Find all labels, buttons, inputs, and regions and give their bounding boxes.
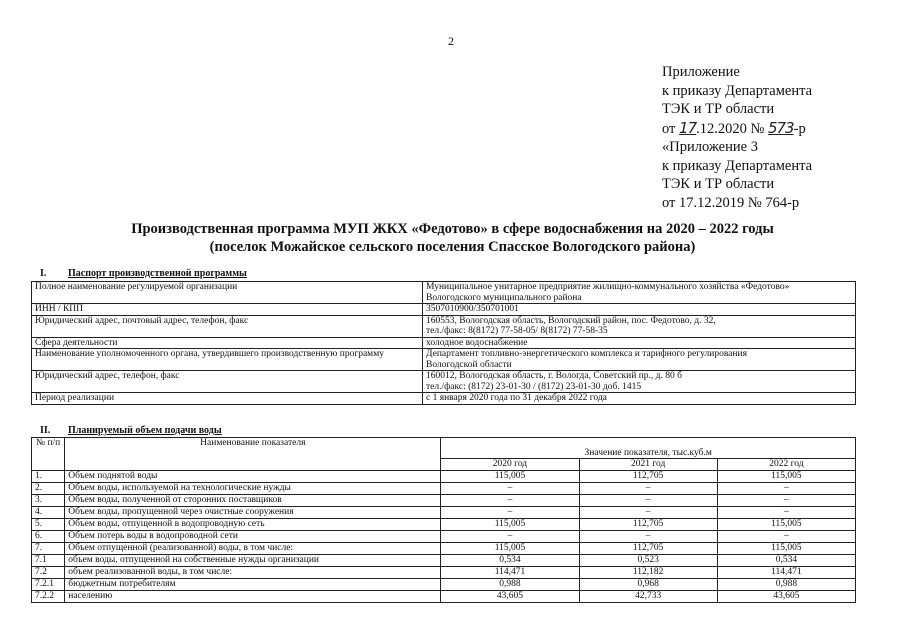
col-header-year: 2021 год <box>579 459 717 471</box>
passport-table <box>31 281 856 405</box>
passport-value <box>423 349 856 371</box>
handwritten-order-number: 573 <box>767 118 794 137</box>
row-value: 0,523 <box>579 554 717 566</box>
row-value: 115,005 <box>717 518 855 530</box>
appendix-block <box>662 63 812 212</box>
row-number: 7.2 <box>32 566 65 578</box>
row-value: 43,605 <box>717 590 855 602</box>
row-indicator-name: Объем потерь воды в водопроводной сети <box>65 530 441 542</box>
passport-key: Юридический адрес, телефон, факс <box>32 371 423 393</box>
row-value: 112,182 <box>579 566 717 578</box>
row-value: 42,733 <box>579 590 717 602</box>
row-value: 112,705 <box>579 470 717 482</box>
page-number: 2 <box>448 34 454 48</box>
section-2-number: II. <box>40 425 51 436</box>
row-value: 115,005 <box>441 470 579 482</box>
passport-value-line: 160553, Вологодская область, Вологодский район, пос. Федотово, д. 32, <box>426 315 716 326</box>
table-row <box>32 470 856 482</box>
passport-value-line: 160012, Вологодская область, г. Вологда, Советский пр., д. 80 б <box>426 371 682 381</box>
passport-value-line: Департамент топливно-энергетического комплекса и тарифного регулирования <box>426 349 747 359</box>
table-row <box>32 590 856 602</box>
row-value: 114,471 <box>717 566 855 578</box>
row-value: – <box>579 530 717 542</box>
row-indicator-name: Объем отпущенной (реализованной) воды, в том числе: <box>65 542 441 554</box>
row-indicator-name: объем реализованной воды, в том числе: <box>65 566 441 578</box>
passport-value <box>423 393 856 405</box>
row-value: – <box>579 482 717 494</box>
passport-key: Юридический адрес, почтовый адрес, телефон, факс <box>32 315 423 337</box>
table-row <box>32 494 856 506</box>
row-number: 1. <box>32 470 65 482</box>
passport-value-line: Вологодской области <box>426 359 512 370</box>
passport-key: Период реализации <box>32 393 423 405</box>
table-row <box>32 578 856 590</box>
row-value: – <box>717 530 855 542</box>
row-indicator-name: Объем воды, отпущенной в водопроводную сеть <box>65 518 441 530</box>
row-value: – <box>717 494 855 506</box>
table-row <box>32 337 856 349</box>
row-indicator-name: Объем поднятой воды <box>65 470 441 482</box>
col-header-year: 2020 год <box>441 459 579 471</box>
appendix-date-prefix: от <box>662 120 680 137</box>
passport-key: Полное наименование регулируемой организации <box>32 282 423 304</box>
title-line-1: Производственная программа МУП ЖКХ «Федотово» в сфере водоснабжения на 2020 – 2022 годы <box>131 221 774 237</box>
col-header-year: 2022 год <box>717 459 855 471</box>
appendix-line: «Приложение 3 <box>662 139 758 155</box>
appendix-line: от 17.12.2019 № 764-р <box>662 194 800 211</box>
row-value: – <box>579 494 717 506</box>
row-number: 7.2.2 <box>32 590 65 602</box>
passport-value-line: холодное водоснабжение <box>426 337 528 348</box>
table-row <box>32 482 856 494</box>
title-line-2: (поселок Можайское сельского поселения Спасское Вологодского района) <box>209 239 696 255</box>
table-row <box>32 282 856 304</box>
row-value: 0,534 <box>441 554 579 566</box>
passport-value-line: Вологодского муниципального района <box>426 292 582 303</box>
table-row <box>32 506 856 518</box>
col-header-number: № п/п <box>32 438 65 471</box>
row-value: – <box>441 506 579 518</box>
table-row <box>32 518 856 530</box>
passport-key: Сфера деятельности <box>32 337 423 349</box>
table-row <box>32 554 856 566</box>
passport-key: Наименование уполномоченного органа, утвердившего производственную программу <box>32 349 423 371</box>
row-value: 0,988 <box>717 578 855 590</box>
appendix-date-suffix: -р <box>793 120 806 137</box>
passport-value-line: тел./факс: 8(8172) 77-58-05/ 8(8172) 77-58-35 <box>426 326 608 336</box>
appendix-line: ТЭК и ТР области <box>662 101 775 117</box>
table-row <box>32 315 856 337</box>
table-row <box>32 304 856 316</box>
row-number: 4. <box>32 506 65 518</box>
passport-value <box>423 304 856 316</box>
handwritten-day: 17 <box>679 118 697 137</box>
row-value: 114,471 <box>441 566 579 578</box>
section-1-number: I. <box>40 268 47 279</box>
appendix-line-date <box>662 119 812 139</box>
row-value: – <box>717 506 855 518</box>
row-number: 5. <box>32 518 65 530</box>
table-row <box>32 371 856 393</box>
section-1-heading <box>40 268 247 279</box>
appendix-line: к приказу Департамента <box>662 157 813 174</box>
row-indicator-name: Объем воды, используемой на технологические нужды <box>65 482 441 494</box>
appendix-line: к приказу Департамента <box>662 82 813 99</box>
row-value: 112,705 <box>579 542 717 554</box>
passport-value-line: тел./факс: (8172) 23-01-30 / (8172) 23-01-30 доб. 1415 <box>426 381 642 392</box>
table-row <box>32 393 856 405</box>
row-number: 7. <box>32 542 65 554</box>
passport-value <box>423 337 856 349</box>
section-1-title: Паспорт производственной программы <box>68 268 247 279</box>
row-value: 115,005 <box>441 518 579 530</box>
row-value: – <box>441 494 579 506</box>
document-title <box>90 220 815 256</box>
row-indicator-name: Объем воды, полученной от сторонних поставщиков <box>65 494 441 506</box>
row-value: – <box>579 506 717 518</box>
col-header-values: Значение показателя, тыс.куб.м <box>441 438 856 459</box>
row-number: 3. <box>32 494 65 506</box>
appendix-line: ТЭК и ТР области <box>662 176 775 192</box>
row-value: 0,534 <box>717 554 855 566</box>
appendix-date-mid: .12.2020 № <box>696 120 768 137</box>
appendix-line: Приложение <box>662 64 740 80</box>
passport-value-line: 3507010900/350701001 <box>426 304 519 314</box>
passport-value <box>423 371 856 393</box>
row-value: 0,968 <box>579 578 717 590</box>
passport-value-line: с 1 января 2020 года по 31 декабря 2022 года <box>426 393 607 403</box>
row-indicator-name: населению <box>65 590 441 602</box>
row-value: 43,605 <box>441 590 579 602</box>
row-indicator-name: Объем воды, пропущенной через очистные сооружения <box>65 506 441 518</box>
row-value: 0,988 <box>441 578 579 590</box>
row-number: 7.1 <box>32 554 65 566</box>
row-value: – <box>717 482 855 494</box>
row-value: – <box>441 482 579 494</box>
col-header-name: Наименование показателя <box>65 438 441 471</box>
section-2-heading <box>40 425 222 436</box>
row-number: 7.2.1 <box>32 578 65 590</box>
passport-value <box>423 315 856 337</box>
passport-value <box>423 282 856 304</box>
table-row <box>32 349 856 371</box>
table-row <box>32 542 856 554</box>
water-volume-table <box>31 437 856 603</box>
row-indicator-name: бюджетным потребителям <box>65 578 441 590</box>
passport-value-line: Муниципальное унитарное предприятие жилищно-коммунального хозяйства «Федотово» <box>426 282 790 292</box>
table-header-row <box>32 438 856 459</box>
table-row <box>32 566 856 578</box>
row-indicator-name: объем воды, отпущенной на собственные нужды организации <box>65 554 441 566</box>
section-2-title: Планируемый объем подачи воды <box>68 425 222 436</box>
table-row <box>32 530 856 542</box>
row-value: 115,005 <box>441 542 579 554</box>
passport-key: ИНН / КПП <box>32 304 423 316</box>
row-value: 115,005 <box>717 470 855 482</box>
row-value: 112,705 <box>579 518 717 530</box>
row-value: 115,005 <box>717 542 855 554</box>
row-number: 2. <box>32 482 65 494</box>
row-value: – <box>441 530 579 542</box>
row-number: 6. <box>32 530 65 542</box>
